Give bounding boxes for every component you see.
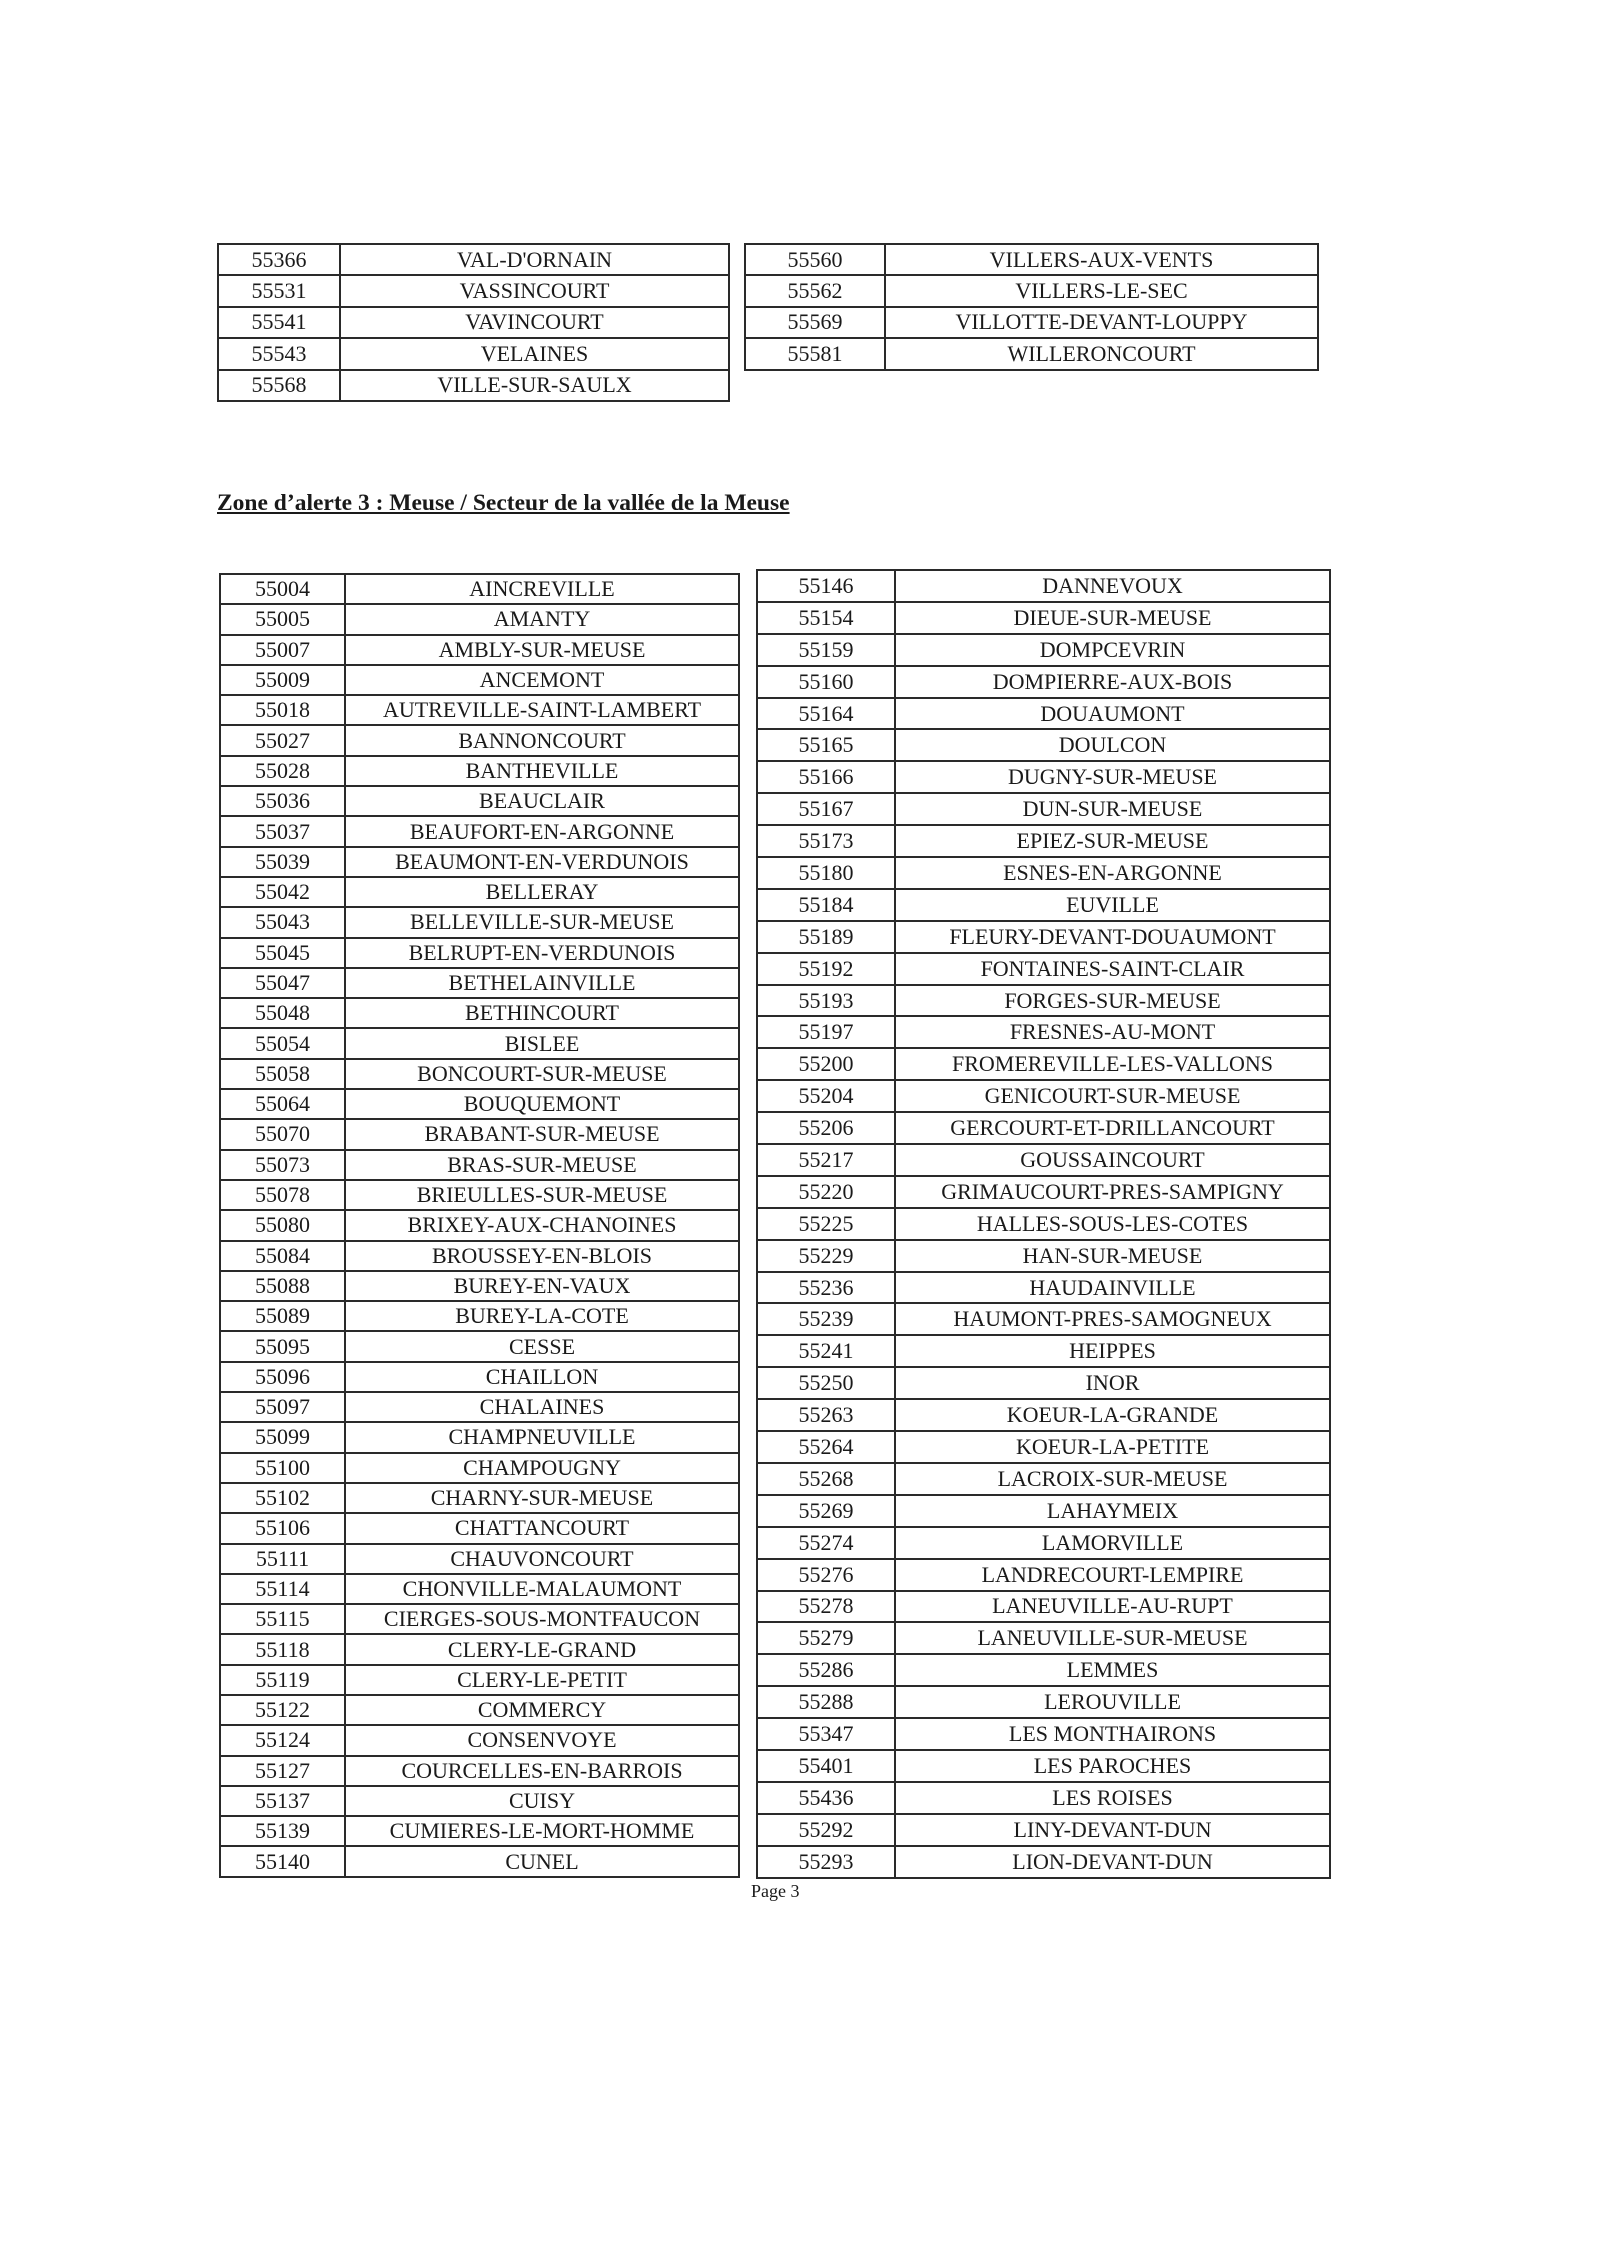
commune-code-cell: 55278 (757, 1591, 895, 1623)
table-row (218, 338, 729, 369)
commune-code-cell: 55042 (220, 877, 345, 907)
commune-code-cell: 55111 (220, 1544, 345, 1574)
table-row (757, 602, 1330, 634)
commune-name-cell: FRESNES-AU-MONT (895, 1016, 1330, 1048)
commune-name-cell: LEMMES (895, 1654, 1330, 1686)
commune-name-cell: INOR (895, 1367, 1330, 1399)
commune-code-cell: 55028 (220, 756, 345, 786)
commune-name-cell: CLERY-LE-PETIT (345, 1665, 739, 1695)
commune-name-cell: VAL-D'ORNAIN (340, 244, 729, 275)
commune-name-cell: FONTAINES-SAINT-CLAIR (895, 953, 1330, 985)
commune-name-cell: DUGNY-SUR-MEUSE (895, 761, 1330, 793)
table-row (757, 570, 1330, 602)
table-top-left (217, 243, 730, 402)
commune-code-cell: 55118 (220, 1634, 345, 1664)
commune-code-cell: 55160 (757, 666, 895, 698)
table-row (757, 1240, 1330, 1272)
commune-name-cell: KOEUR-LA-PETITE (895, 1431, 1330, 1463)
commune-code-cell: 55102 (220, 1483, 345, 1513)
commune-name-cell: CHAMPOUGNY (345, 1453, 739, 1483)
commune-name-cell: BRIXEY-AUX-CHANOINES (345, 1210, 739, 1240)
commune-name-cell: FROMEREVILLE-LES-VALLONS (895, 1048, 1330, 1080)
commune-code-cell: 55078 (220, 1180, 345, 1210)
table-row (220, 1301, 739, 1331)
table-row (220, 1210, 739, 1240)
table-row (218, 370, 729, 401)
commune-name-cell: VILLERS-LE-SEC (885, 275, 1318, 306)
table-row (220, 725, 739, 755)
commune-name-cell: LES ROISES (895, 1782, 1330, 1814)
commune-code-cell: 55007 (220, 635, 345, 665)
table-row (220, 635, 739, 665)
table-row (757, 793, 1330, 825)
commune-name-cell: DIEUE-SUR-MEUSE (895, 602, 1330, 634)
commune-code-cell: 55241 (757, 1335, 895, 1367)
commune-code-cell: 55146 (757, 570, 895, 602)
commune-code-cell: 55197 (757, 1016, 895, 1048)
commune-name-cell: BRABANT-SUR-MEUSE (345, 1119, 739, 1149)
commune-code-cell: 55096 (220, 1362, 345, 1392)
table-main-right (756, 569, 1331, 1879)
commune-code-cell: 55401 (757, 1750, 895, 1782)
commune-name-cell: LES MONTHAIRONS (895, 1718, 1330, 1750)
commune-code-cell: 55206 (757, 1112, 895, 1144)
table-row (218, 244, 729, 275)
table-row (220, 1483, 739, 1513)
page-number: Page 3 (751, 1881, 800, 1901)
commune-code-cell: 55100 (220, 1453, 345, 1483)
commune-name-cell: LANEUVILLE-SUR-MEUSE (895, 1622, 1330, 1654)
table-row (757, 953, 1330, 985)
commune-name-cell: HAUDAINVILLE (895, 1272, 1330, 1304)
commune-name-cell: DOMPIERRE-AUX-BOIS (895, 666, 1330, 698)
table-row (757, 985, 1330, 1017)
table-row (757, 1431, 1330, 1463)
commune-code-cell: 55568 (218, 370, 340, 401)
commune-code-cell: 55184 (757, 889, 895, 921)
table-row (757, 1048, 1330, 1080)
commune-code-cell: 55220 (757, 1176, 895, 1208)
commune-code-cell: 55173 (757, 825, 895, 857)
table-row (757, 1654, 1330, 1686)
commune-code-cell: 55095 (220, 1331, 345, 1361)
table-row (220, 1453, 739, 1483)
commune-name-cell: CUMIERES-LE-MORT-HOMME (345, 1816, 739, 1846)
table-row (757, 1846, 1330, 1878)
table-top-right (744, 243, 1319, 371)
commune-name-cell: HAN-SUR-MEUSE (895, 1240, 1330, 1272)
commune-name-cell: VILLERS-AUX-VENTS (885, 244, 1318, 275)
commune-name-cell: BEAUFORT-EN-ARGONNE (345, 816, 739, 846)
table-row (757, 729, 1330, 761)
commune-code-cell: 55036 (220, 786, 345, 816)
commune-name-cell: FORGES-SUR-MEUSE (895, 985, 1330, 1017)
commune-name-cell: BRIEULLES-SUR-MEUSE (345, 1180, 739, 1210)
table-row (757, 1367, 1330, 1399)
commune-code-cell: 55543 (218, 338, 340, 369)
commune-code-cell: 55229 (757, 1240, 895, 1272)
commune-code-cell: 55048 (220, 998, 345, 1028)
table-row (220, 574, 739, 604)
table-row (220, 1816, 739, 1846)
commune-code-cell: 55039 (220, 847, 345, 877)
commune-name-cell: COMMERCY (345, 1695, 739, 1725)
table-row (220, 1028, 739, 1058)
table-row (220, 1392, 739, 1422)
commune-code-cell: 55018 (220, 695, 345, 725)
commune-name-cell: CHONVILLE-MALAUMONT (345, 1574, 739, 1604)
table-row (220, 604, 739, 634)
table-row (757, 1495, 1330, 1527)
commune-name-cell: GOUSSAINCOURT (895, 1144, 1330, 1176)
commune-code-cell: 55268 (757, 1463, 895, 1495)
commune-code-cell: 55119 (220, 1665, 345, 1695)
commune-name-cell: BRAS-SUR-MEUSE (345, 1150, 739, 1180)
commune-name-cell: CLERY-LE-GRAND (345, 1634, 739, 1664)
commune-code-cell: 55189 (757, 921, 895, 953)
commune-code-cell: 55127 (220, 1756, 345, 1786)
commune-code-cell: 55217 (757, 1144, 895, 1176)
table-row (218, 275, 729, 306)
table-row (757, 889, 1330, 921)
table-row (757, 1559, 1330, 1591)
table-row (757, 1016, 1330, 1048)
commune-name-cell: EPIEZ-SUR-MEUSE (895, 825, 1330, 857)
table-row (757, 1527, 1330, 1559)
commune-code-cell: 55122 (220, 1695, 345, 1725)
commune-code-cell: 55045 (220, 938, 345, 968)
commune-name-cell: BETHINCOURT (345, 998, 739, 1028)
commune-name-cell: DOUAUMONT (895, 698, 1330, 730)
table-row (220, 1695, 739, 1725)
table-row (220, 1786, 739, 1816)
commune-code-cell: 55200 (757, 1048, 895, 1080)
table-row (220, 1725, 739, 1755)
commune-name-cell: CHARNY-SUR-MEUSE (345, 1483, 739, 1513)
commune-name-cell: DANNEVOUX (895, 570, 1330, 602)
table-row (757, 761, 1330, 793)
commune-code-cell: 55043 (220, 907, 345, 937)
commune-name-cell: BANNONCOURT (345, 725, 739, 755)
commune-name-cell: VILLE-SUR-SAULX (340, 370, 729, 401)
commune-code-cell: 55264 (757, 1431, 895, 1463)
commune-code-cell: 55560 (745, 244, 885, 275)
table-row (220, 1756, 739, 1786)
commune-code-cell: 55569 (745, 307, 885, 338)
table-row (220, 1059, 739, 1089)
commune-code-cell: 55180 (757, 857, 895, 889)
table-row (757, 1208, 1330, 1240)
table-row (220, 1665, 739, 1695)
table-row (757, 1686, 1330, 1718)
commune-code-cell: 55286 (757, 1654, 895, 1686)
commune-code-cell: 55192 (757, 953, 895, 985)
table-row (757, 1782, 1330, 1814)
table-row (757, 1303, 1330, 1335)
table-row (218, 307, 729, 338)
commune-name-cell: WILLERONCOURT (885, 338, 1318, 369)
commune-name-cell: LEROUVILLE (895, 1686, 1330, 1718)
commune-name-cell: DOMPCEVRIN (895, 634, 1330, 666)
commune-code-cell: 55159 (757, 634, 895, 666)
commune-name-cell: BONCOURT-SUR-MEUSE (345, 1059, 739, 1089)
commune-code-cell: 55276 (757, 1559, 895, 1591)
commune-name-cell: GERCOURT-ET-DRILLANCOURT (895, 1112, 1330, 1144)
commune-code-cell: 55124 (220, 1725, 345, 1755)
table-row (757, 857, 1330, 889)
commune-name-cell: BELRUPT-EN-VERDUNOIS (345, 938, 739, 968)
table-row (220, 1422, 739, 1452)
table-row (220, 1331, 739, 1361)
commune-code-cell: 55581 (745, 338, 885, 369)
table-row (757, 1112, 1330, 1144)
commune-name-cell: LAMORVILLE (895, 1527, 1330, 1559)
table-row (757, 1144, 1330, 1176)
commune-code-cell: 55139 (220, 1816, 345, 1846)
commune-code-cell: 55047 (220, 968, 345, 998)
table-row (220, 665, 739, 695)
table-row (220, 998, 739, 1028)
table-row (757, 1272, 1330, 1304)
table-row (757, 921, 1330, 953)
commune-name-cell: BANTHEVILLE (345, 756, 739, 786)
commune-name-cell: CESSE (345, 1331, 739, 1361)
commune-code-cell: 55225 (757, 1208, 895, 1240)
commune-name-cell: BUREY-LA-COTE (345, 1301, 739, 1331)
commune-name-cell: LANDRECOURT-LEMPIRE (895, 1559, 1330, 1591)
commune-name-cell: VILLOTTE-DEVANT-LOUPPY (885, 307, 1318, 338)
commune-code-cell: 55054 (220, 1028, 345, 1058)
commune-name-cell: KOEUR-LA-GRANDE (895, 1399, 1330, 1431)
commune-name-cell: LAHAYMEIX (895, 1495, 1330, 1527)
commune-name-cell: BEAUMONT-EN-VERDUNOIS (345, 847, 739, 877)
commune-name-cell: LANEUVILLE-AU-RUPT (895, 1591, 1330, 1623)
commune-name-cell: BELLERAY (345, 877, 739, 907)
commune-code-cell: 55064 (220, 1089, 345, 1119)
commune-code-cell: 55263 (757, 1399, 895, 1431)
table-row (220, 877, 739, 907)
table-row (757, 1622, 1330, 1654)
commune-code-cell: 55027 (220, 725, 345, 755)
commune-code-cell: 55167 (757, 793, 895, 825)
table-row (220, 1180, 739, 1210)
commune-code-cell: 55154 (757, 602, 895, 634)
commune-code-cell: 55084 (220, 1241, 345, 1271)
commune-code-cell: 55009 (220, 665, 345, 695)
commune-name-cell: AMANTY (345, 604, 739, 634)
commune-name-cell: ESNES-EN-ARGONNE (895, 857, 1330, 889)
commune-code-cell: 55193 (757, 985, 895, 1017)
commune-name-cell: CUNEL (345, 1846, 739, 1876)
commune-code-cell: 55037 (220, 816, 345, 846)
table-row (757, 1814, 1330, 1846)
commune-name-cell: CHATTANCOURT (345, 1513, 739, 1543)
commune-name-cell: CHAILLON (345, 1362, 739, 1392)
table-row (745, 244, 1318, 275)
commune-name-cell: VELAINES (340, 338, 729, 369)
commune-code-cell: 55164 (757, 698, 895, 730)
commune-code-cell: 55166 (757, 761, 895, 793)
table-row (220, 756, 739, 786)
commune-name-cell: GRIMAUCOURT-PRES-SAMPIGNY (895, 1176, 1330, 1208)
commune-code-cell: 55097 (220, 1392, 345, 1422)
table-row (220, 786, 739, 816)
commune-code-cell: 55165 (757, 729, 895, 761)
commune-code-cell: 55089 (220, 1301, 345, 1331)
commune-name-cell: LION-DEVANT-DUN (895, 1846, 1330, 1878)
commune-code-cell: 55099 (220, 1422, 345, 1452)
table-row (220, 695, 739, 725)
commune-name-cell: VAVINCOURT (340, 307, 729, 338)
commune-code-cell: 55292 (757, 1814, 895, 1846)
table-row (757, 1463, 1330, 1495)
commune-name-cell: BOUQUEMONT (345, 1089, 739, 1119)
table-row (757, 1750, 1330, 1782)
commune-code-cell: 55269 (757, 1495, 895, 1527)
commune-code-cell: 55058 (220, 1059, 345, 1089)
table-row (220, 1271, 739, 1301)
table-row (220, 968, 739, 998)
commune-code-cell: 55541 (218, 307, 340, 338)
table-row (757, 666, 1330, 698)
table-row (220, 1362, 739, 1392)
table-row (220, 938, 739, 968)
table-row (757, 1718, 1330, 1750)
commune-name-cell: VASSINCOURT (340, 275, 729, 306)
commune-code-cell: 55114 (220, 1574, 345, 1604)
table-row (757, 1080, 1330, 1112)
commune-name-cell: DUN-SUR-MEUSE (895, 793, 1330, 825)
commune-name-cell: FLEURY-DEVANT-DOUAUMONT (895, 921, 1330, 953)
commune-name-cell: BETHELAINVILLE (345, 968, 739, 998)
commune-code-cell: 55250 (757, 1367, 895, 1399)
commune-code-cell: 55531 (218, 275, 340, 306)
table-row (220, 847, 739, 877)
commune-name-cell: HAUMONT-PRES-SAMOGNEUX (895, 1303, 1330, 1335)
commune-name-cell: CIERGES-SOUS-MONTFAUCON (345, 1604, 739, 1634)
commune-code-cell: 55436 (757, 1782, 895, 1814)
commune-name-cell: CHAUVONCOURT (345, 1544, 739, 1574)
commune-name-cell: LES PAROCHES (895, 1750, 1330, 1782)
commune-name-cell: ANCEMONT (345, 665, 739, 695)
table-row (220, 1513, 739, 1543)
commune-name-cell: CUISY (345, 1786, 739, 1816)
commune-code-cell: 55070 (220, 1119, 345, 1149)
table-row (220, 1089, 739, 1119)
commune-code-cell: 55366 (218, 244, 340, 275)
table-row (220, 1241, 739, 1271)
commune-name-cell: CHAMPNEUVILLE (345, 1422, 739, 1452)
commune-code-cell: 55236 (757, 1272, 895, 1304)
table-row (220, 1150, 739, 1180)
table-row (757, 1335, 1330, 1367)
commune-code-cell: 55562 (745, 275, 885, 306)
commune-code-cell: 55088 (220, 1271, 345, 1301)
commune-name-cell: BUREY-EN-VAUX (345, 1271, 739, 1301)
commune-name-cell: AUTREVILLE-SAINT-LAMBERT (345, 695, 739, 725)
commune-code-cell: 55140 (220, 1846, 345, 1876)
commune-name-cell: CHALAINES (345, 1392, 739, 1422)
commune-code-cell: 55106 (220, 1513, 345, 1543)
commune-name-cell: BISLEE (345, 1028, 739, 1058)
commune-name-cell: CONSENVOYE (345, 1725, 739, 1755)
commune-code-cell: 55080 (220, 1210, 345, 1240)
commune-code-cell: 55279 (757, 1622, 895, 1654)
commune-code-cell: 55115 (220, 1604, 345, 1634)
commune-code-cell: 55293 (757, 1846, 895, 1878)
table-row (745, 338, 1318, 369)
table-row (220, 1846, 739, 1876)
commune-name-cell: COURCELLES-EN-BARROIS (345, 1756, 739, 1786)
commune-name-cell: EUVILLE (895, 889, 1330, 921)
commune-name-cell: AMBLY-SUR-MEUSE (345, 635, 739, 665)
commune-name-cell: GENICOURT-SUR-MEUSE (895, 1080, 1330, 1112)
commune-name-cell: BROUSSEY-EN-BLOIS (345, 1241, 739, 1271)
table-row (757, 1399, 1330, 1431)
commune-name-cell: BELLEVILLE-SUR-MEUSE (345, 907, 739, 937)
table-row (220, 1604, 739, 1634)
commune-code-cell: 55347 (757, 1718, 895, 1750)
commune-code-cell: 55204 (757, 1080, 895, 1112)
table-row (757, 1591, 1330, 1623)
table-main-left (219, 573, 740, 1878)
commune-name-cell: AINCREVILLE (345, 574, 739, 604)
table-row (220, 1634, 739, 1664)
table-row (745, 307, 1318, 338)
commune-name-cell: HALLES-SOUS-LES-COTES (895, 1208, 1330, 1240)
table-row (757, 825, 1330, 857)
commune-code-cell: 55239 (757, 1303, 895, 1335)
table-row (757, 698, 1330, 730)
commune-name-cell: LINY-DEVANT-DUN (895, 1814, 1330, 1846)
table-row (220, 907, 739, 937)
commune-code-cell: 55274 (757, 1527, 895, 1559)
commune-code-cell: 55004 (220, 574, 345, 604)
commune-name-cell: HEIPPES (895, 1335, 1330, 1367)
table-row (220, 1119, 739, 1149)
commune-code-cell: 55288 (757, 1686, 895, 1718)
commune-code-cell: 55005 (220, 604, 345, 634)
table-row (220, 1544, 739, 1574)
zone-title: Zone d’alerte 3 : Meuse / Secteur de la vallée de la Meuse (217, 490, 790, 516)
commune-name-cell: DOULCON (895, 729, 1330, 761)
commune-code-cell: 55073 (220, 1150, 345, 1180)
table-row (220, 816, 739, 846)
table-row (220, 1574, 739, 1604)
commune-code-cell: 55137 (220, 1786, 345, 1816)
table-row (757, 1176, 1330, 1208)
table-row (745, 275, 1318, 306)
commune-name-cell: BEAUCLAIR (345, 786, 739, 816)
table-row (757, 634, 1330, 666)
commune-name-cell: LACROIX-SUR-MEUSE (895, 1463, 1330, 1495)
